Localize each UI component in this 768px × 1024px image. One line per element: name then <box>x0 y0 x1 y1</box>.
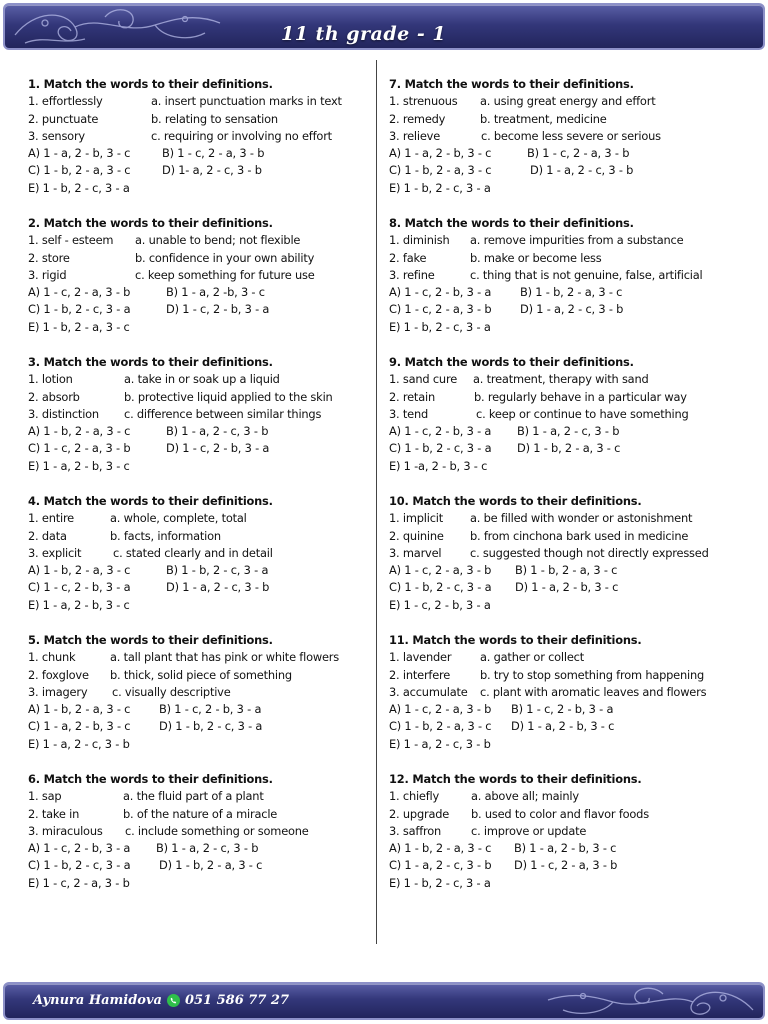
answer-options: A) 1 - b, 2 - a, 3 - c B) 1 - a, 2 - b, 3 - c <box>389 841 617 856</box>
question-heading: 10. Match the words to their definitions. <box>389 494 642 508</box>
phone-number: 051 586 77 27 <box>184 993 289 1008</box>
answer-options: A) 1 - c, 2 - a, 3 - b B) 1 - a, 2 -b, 3 - c <box>28 285 265 300</box>
question-12 <box>389 771 754 910</box>
author-name: Aynura Hamidova <box>33 993 162 1008</box>
match-row: 2. absorb b. protective liquid applied to the skin <box>28 389 333 404</box>
match-row: 1. lavender a. gather or collect <box>389 650 584 665</box>
answer-options: C) 1 - b, 2 - c, 3 - a D) 1 - c, 2 - b, 3 - a <box>28 302 270 317</box>
answer-options: C) 1 - b, 2 - a, 3 - c D) 1- a, 2 - c, 3 - b <box>28 163 262 178</box>
match-row: 1. implicit a. be filled with wonder or astonishment <box>389 511 693 526</box>
header-banner <box>3 3 765 50</box>
answer-options: A) 1 - b, 2 - a, 3 - c B) 1 - a, 2 - c, 3 - b <box>28 424 269 439</box>
answer-options: C) 1 - b, 2 - c, 3 - a D) 1 - b, 2 - a, 3 - c <box>28 858 263 873</box>
question-heading: 9. Match the words to their definitions. <box>389 355 634 369</box>
left-column <box>28 76 393 910</box>
match-row: 3. imagery c. visually descriptive <box>28 684 231 699</box>
answer-options: E) 1 - b, 2 - c, 3 - a <box>28 180 130 195</box>
match-row: 3. refine c. thing that is not genuine, false, artificial <box>389 267 703 282</box>
match-row: 2. foxglove b. thick, solid piece of something <box>28 667 292 682</box>
answer-options: C) 1 - a, 2 - b, 3 - c D) 1 - b, 2 - c, 3 - a <box>28 719 263 734</box>
question-heading: 11. Match the words to their definitions. <box>389 633 642 647</box>
match-row: 1. effortlessly a. insert punctuation marks in text <box>28 94 342 109</box>
answer-options: A) 1 - a, 2 - b, 3 - c B) 1 - c, 2 - a, 3 - b <box>28 146 265 161</box>
answer-options: A) 1 - c, 2 - a, 3 - b B) 1 - b, 2 - a, 3 - c <box>389 563 618 578</box>
match-row: 1. lotion a. take in or soak up a liquid <box>28 372 280 387</box>
answer-options: A) 1 - c, 2 - b, 3 - a B) 1 - a, 2 - c, 3 - b <box>28 841 259 856</box>
match-row: 3. tend c. keep or continue to have something <box>389 406 689 421</box>
match-row: 2. take in b. of the nature of a miracle <box>28 806 278 821</box>
answer-options: E) 1 - b, 2 - a, 3 - c <box>28 319 130 334</box>
answer-options: E) 1 - b, 2 - c, 3 - a <box>389 180 491 195</box>
question-heading: 4. Match the words to their definitions. <box>28 494 273 508</box>
answer-options: E) 1 - a, 2 - c, 3 - b <box>389 736 491 751</box>
answer-options: C) 1 - a, 2 - c, 3 - b D) 1 - c, 2 - a, 3 - b <box>389 858 618 873</box>
question-7 <box>389 76 754 215</box>
swirl-ornament-left <box>5 5 265 50</box>
match-row: 2. retain b. regularly behave in a particular way <box>389 389 687 404</box>
answer-options: A) 1 - b, 2 - a, 3 - c B) 1 - c, 2 - b, 3 - a <box>28 702 262 717</box>
answer-options: E) 1 - c, 2 - a, 3 - b <box>28 875 130 890</box>
footer-banner <box>3 982 765 1020</box>
question-10 <box>389 493 754 632</box>
match-row: 2. interfere b. try to stop something from happening <box>389 667 705 682</box>
answer-options: C) 1 - b, 2 - c, 3 - a D) 1 - a, 2 - b, 3 - c <box>389 580 619 595</box>
question-heading: 2. Match the words to their definitions. <box>28 216 273 230</box>
answer-options: E) 1 - b, 2 - c, 3 - a <box>389 319 491 334</box>
question-heading: 1. Match the words to their definitions. <box>28 77 273 91</box>
question-heading: 3. Match the words to their definitions. <box>28 355 273 369</box>
question-9 <box>389 354 754 493</box>
match-row: 3. marvel c. suggested though not directly expressed <box>389 545 709 560</box>
answer-options: E) 1 -a, 2 - b, 3 - c <box>389 458 488 473</box>
match-row: 2. upgrade b. used to color and flavor foods <box>389 806 649 821</box>
answer-options: C) 1 - b, 2 - a, 3 - c D) 1 - a, 2 - c, 3 - b <box>389 163 634 178</box>
match-row: 2. remedy b. treatment, medicine <box>389 111 607 126</box>
right-column <box>389 76 754 910</box>
match-row: 3. accumulate c. plant with aromatic leaves and flowers <box>389 684 707 699</box>
answer-options: A) 1 - c, 2 - b, 3 - a B) 1 - a, 2 - c, 3 - b <box>389 424 620 439</box>
question-6 <box>28 771 393 910</box>
match-row: 1. sap a. the fluid part of a plant <box>28 789 264 804</box>
match-row: 2. punctuate b. relating to sensation <box>28 111 278 126</box>
page-title: 11 th grade - 1 <box>281 23 447 45</box>
question-heading: 5. Match the words to their definitions. <box>28 633 273 647</box>
question-4 <box>28 493 393 632</box>
match-row: 1. chiefly a. above all; mainly <box>389 789 579 804</box>
match-row: 1. entire a. whole, complete, total <box>28 511 247 526</box>
question-heading: 7. Match the words to their definitions. <box>389 77 634 91</box>
match-row: 2. fake b. make or become less <box>389 250 602 265</box>
answer-options: A) 1 - c, 2 - a, 3 - b B) 1 - c, 2 - b, 3 - a <box>389 702 614 717</box>
match-row: 1. strenuous a. using great energy and effort <box>389 94 656 109</box>
answer-options: E) 1 - a, 2 - b, 3 - c <box>28 458 130 473</box>
answer-options: C) 1 - c, 2 - b, 3 - a D) 1 - a, 2 - c, 3 - b <box>28 580 270 595</box>
question-2 <box>28 215 393 354</box>
match-row: 1. diminish a. remove impurities from a substance <box>389 233 684 248</box>
answer-options: C) 1 - c, 2 - a, 3 - b D) 1 - a, 2 - c, 3 - b <box>389 302 624 317</box>
match-row: 1. chunk a. tall plant that has pink or white flowers <box>28 650 339 665</box>
match-row: 1. self - esteem a. unable to bend; not flexible <box>28 233 301 248</box>
swirl-ornament-right <box>503 984 763 1020</box>
question-heading: 6. Match the words to their definitions. <box>28 772 273 786</box>
match-row: 3. distinction c. difference between similar things <box>28 406 322 421</box>
answer-options: E) 1 - b, 2 - c, 3 - a <box>389 875 491 890</box>
answer-options: A) 1 - c, 2 - b, 3 - a B) 1 - b, 2 - a, 3 - c <box>389 285 623 300</box>
answer-options: E) 1 - a, 2 - c, 3 - b <box>28 736 130 751</box>
question-heading: 8. Match the words to their definitions. <box>389 216 634 230</box>
match-row: 1. sand cure a. treatment, therapy with sand <box>389 372 649 387</box>
match-row: 3. sensory c. requiring or involving no effort <box>28 128 332 143</box>
match-row: 3. explicit c. stated clearly and in detail <box>28 545 273 560</box>
question-5 <box>28 632 393 771</box>
question-8 <box>389 215 754 354</box>
question-1 <box>28 76 393 215</box>
answer-options: C) 1 - c, 2 - a, 3 - b D) 1 - c, 2 - b, 3 - a <box>28 441 270 456</box>
match-row: 3. saffron c. improve or update <box>389 823 587 838</box>
match-row: 3. relieve c. become less severe or serious <box>389 128 661 143</box>
answer-options: E) 1 - a, 2 - b, 3 - c <box>28 597 130 612</box>
answer-options: A) 1 - a, 2 - b, 3 - c B) 1 - c, 2 - a, 3 - b <box>389 146 630 161</box>
answer-options: C) 1 - b, 2 - c, 3 - a D) 1 - b, 2 - a, 3 - c <box>389 441 621 456</box>
match-row: 3. rigid c. keep something for future use <box>28 267 315 282</box>
answer-options: C) 1 - b, 2 - a, 3 - c D) 1 - a, 2 - b, 3 - c <box>389 719 615 734</box>
match-row: 3. miraculous c. include something or someone <box>28 823 309 838</box>
footer-credit <box>33 993 289 1008</box>
match-row: 2. data b. facts, information <box>28 528 221 543</box>
match-row: 2. quinine b. from cinchona bark used in medicine <box>389 528 689 543</box>
question-heading: 12. Match the words to their definitions. <box>389 772 642 786</box>
answer-options: E) 1 - c, 2 - b, 3 - a <box>389 597 491 612</box>
question-3 <box>28 354 393 493</box>
question-11 <box>389 632 754 771</box>
whatsapp-icon <box>167 994 180 1007</box>
answer-options: A) 1 - b, 2 - a, 3 - c B) 1 - b, 2 - c, 3 - a <box>28 563 269 578</box>
match-row: 2. store b. confidence in your own ability <box>28 250 315 265</box>
